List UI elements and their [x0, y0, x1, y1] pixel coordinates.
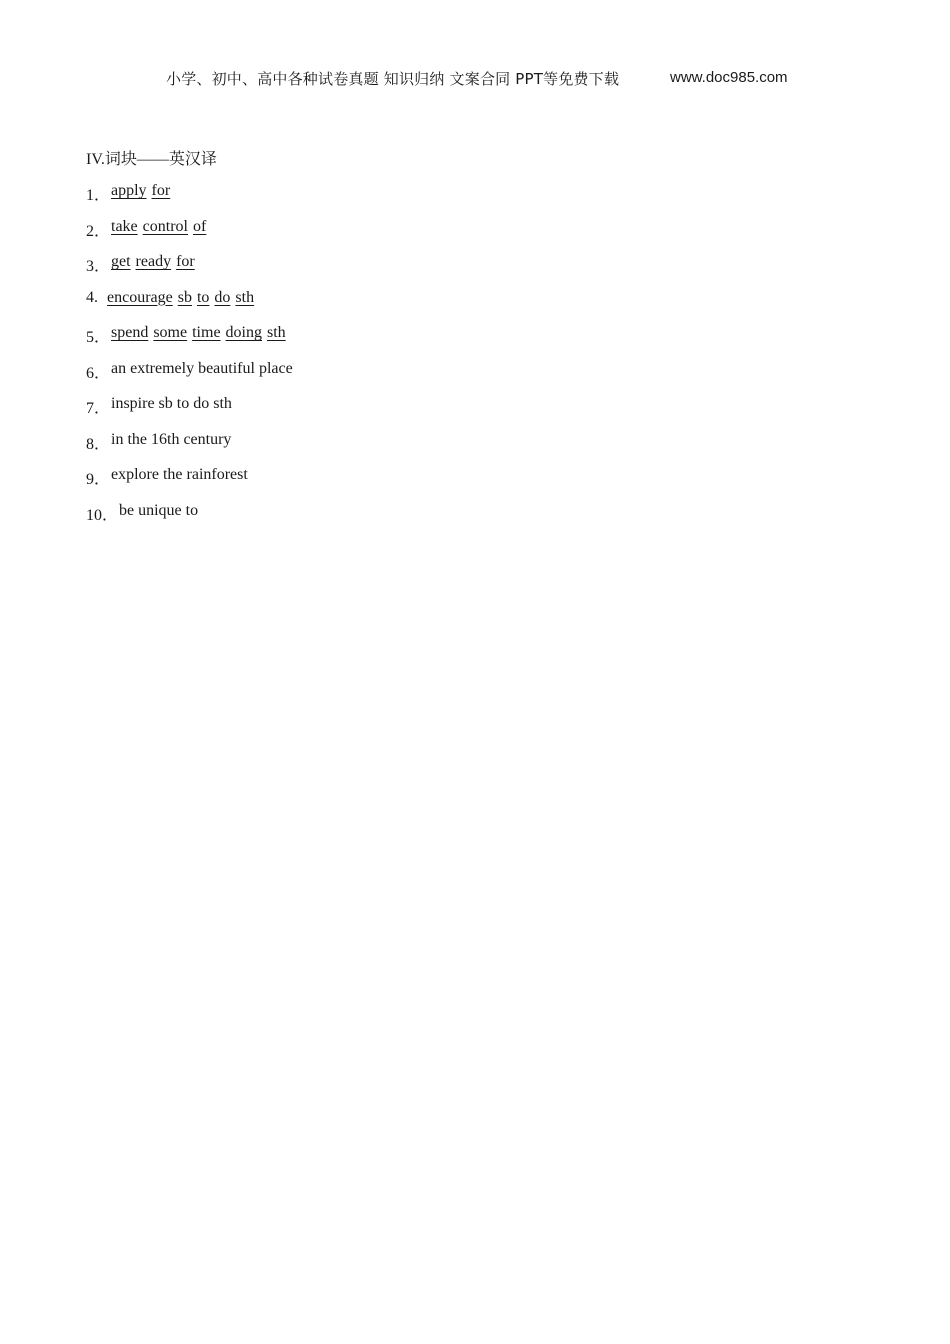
underlined-word: do	[214, 288, 231, 306]
item-number: 8．	[86, 435, 111, 453]
underlined-word: sb	[177, 288, 192, 306]
item-phrase: inspire sb to do sth	[111, 395, 232, 412]
underlined-word: doing	[225, 324, 262, 341]
page-header	[0, 68, 950, 90]
item-phrase: in the 16th century	[111, 430, 232, 448]
underlined-word: spend	[111, 324, 149, 341]
item-phrase	[111, 218, 206, 236]
underlined-word: to	[196, 288, 210, 306]
underlined-word: control	[142, 217, 188, 235]
header-text: 小学、初中、高中各种试卷真题 知识归纳 文案合同 PPT等免费下载	[166, 70, 620, 88]
list-item	[86, 431, 293, 467]
item-phrase: be unique to	[119, 501, 199, 519]
list-item	[86, 324, 293, 360]
item-phrase: explore the rainforest	[111, 466, 248, 483]
item-phrase	[111, 253, 195, 271]
underlined-word: get	[111, 253, 131, 270]
item-number: 7．	[86, 400, 111, 417]
item-number: 10．	[86, 506, 119, 524]
list-item	[86, 502, 293, 538]
item-number: 1．	[86, 187, 111, 204]
underlined-word: sth	[267, 324, 286, 341]
underlined-word: take	[111, 217, 138, 235]
phrase-list	[86, 182, 293, 537]
underlined-word: time	[192, 324, 221, 341]
underlined-word: of	[192, 217, 207, 235]
header-site-link[interactable]: www.doc985.com	[670, 69, 788, 86]
underlined-word: some	[153, 324, 188, 341]
item-number: 3．	[86, 258, 111, 275]
item-number: 6．	[86, 364, 111, 382]
underlined-word: encourage	[107, 288, 173, 306]
item-phrase	[111, 324, 286, 342]
underlined-word: apply	[111, 182, 147, 199]
item-phrase: an extremely beautiful place	[111, 359, 293, 377]
item-phrase	[111, 182, 170, 200]
list-item	[86, 182, 293, 218]
list-item	[86, 466, 293, 502]
list-item	[86, 360, 293, 396]
item-number: 2．	[86, 222, 111, 240]
list-item	[86, 253, 293, 289]
list-item	[86, 218, 293, 254]
underlined-word: sth	[235, 288, 255, 306]
item-number: 5．	[86, 329, 111, 346]
underlined-word: for	[176, 253, 195, 270]
underlined-word: for	[151, 182, 171, 199]
item-number: 9．	[86, 471, 111, 488]
item-phrase	[107, 289, 254, 307]
underlined-word: ready	[135, 253, 172, 270]
list-item	[86, 289, 293, 325]
section-heading: IV.词块——英汉译	[86, 151, 217, 168]
list-item	[86, 395, 293, 431]
item-number: 4.	[86, 288, 98, 306]
